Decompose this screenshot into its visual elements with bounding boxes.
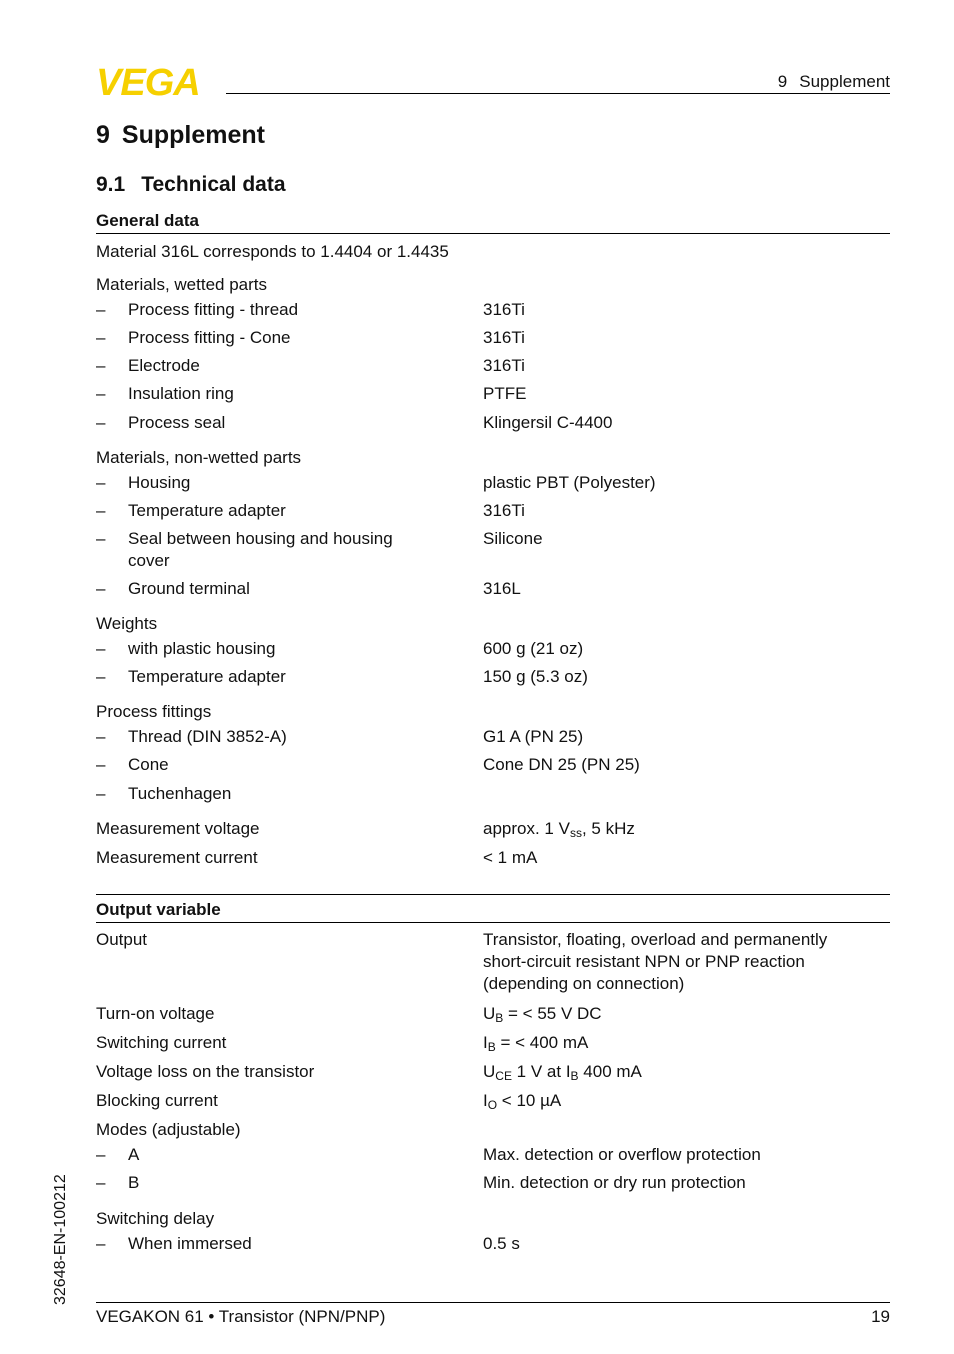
material-note: Material 316L corresponds to 1.4404 or 1.4435 [96,242,449,261]
table-row: Measurement voltage approx. 1 $V_{ss}$, 5 kHz [96,819,635,840]
table-row: – Ground terminal 316L [96,578,890,600]
table-row: – Process fitting - Cone 316Ti [96,327,890,349]
table-row: – Process seal Klingersil C-4400 [96,412,890,434]
section-title: Technical data [141,173,286,196]
table-row: – Insulation ring PTFE [96,383,890,405]
table-row: – Process fitting - thread 316Ti [96,299,890,321]
chapter-heading [96,121,265,150]
table-row: – Cone Cone DN 25 (PN 25) [96,754,890,776]
vega-logo [96,64,220,98]
weights-heading: Weights [96,614,158,633]
section-number: 9.1 [96,173,126,196]
process-fittings-heading: Process fittings [96,702,212,721]
table-row: – Housing plastic PBT (Polyester) [96,472,890,494]
table-row: – Seal between housing and housing coverSilicone [96,528,890,572]
svg-text:VEGA: VEGA [96,64,200,98]
table-row: Switching current $I_B$ = < 400 mA [96,1033,589,1054]
header-rule [226,93,890,94]
table-row: – Temperature adapter 316Ti [96,500,890,522]
table-row: – Temperature adapter 150 g (5.3 oz) [96,666,890,688]
table-row: – Thread (DIN 3852-A) G1 A (PN 25) [96,726,890,748]
running-head-title: Supplement [799,72,890,91]
footer-product: VEGAKON 61 • Transistor (NPN/PNP) [96,1307,386,1326]
output-variable-table [96,900,890,1255]
table-row: – B Min. detection or dry run protection [96,1172,890,1194]
table-row: – A Max. detection or overflow protection [96,1144,890,1166]
running-head-number: 9 [777,72,788,91]
running-head [778,72,890,92]
chapter-number: 9 [96,121,110,149]
wetted-parts-heading: Materials, wetted parts [96,275,268,294]
table-row: – When immersed 0.5 s [96,1233,890,1255]
modes-heading: Modes (adjustable) [96,1120,241,1139]
general-data-table [96,211,890,869]
footer-rule [96,1302,890,1303]
switching-delay-heading: Switching delay [96,1209,215,1228]
document-code: 32648-EN-100212 [52,1174,69,1305]
table-row: Turn-on voltage $U_B$ = < 55 V DC [96,1004,602,1025]
table-row: Output Transistor, floating, overload and permanently short-circuit resistant NPN or PNP reaction (depending on connection) [96,930,828,993]
non-wetted-parts-heading: Materials, non-wetted parts [96,448,302,467]
chapter-title: Supplement [121,121,265,149]
table-row: – Tuchenhagen [96,783,890,805]
section-rule [96,894,890,895]
table-row: Voltage loss on the transistor $U_{CE}$ 1 V at $I_B$ 400 mA [96,1062,642,1083]
table-row: – with plastic housing 600 g (21 oz) [96,638,890,660]
table-row: Blocking current $I_O < 10$ µA [96,1091,562,1112]
table-row: Measurement current < 1 mA [96,848,538,867]
general-data-title: General data [96,211,890,234]
page-number: 19 [871,1307,890,1326]
table-row: – Electrode 316Ti [96,355,890,377]
section-heading [96,173,286,197]
output-variable-title: Output variable [96,900,890,923]
